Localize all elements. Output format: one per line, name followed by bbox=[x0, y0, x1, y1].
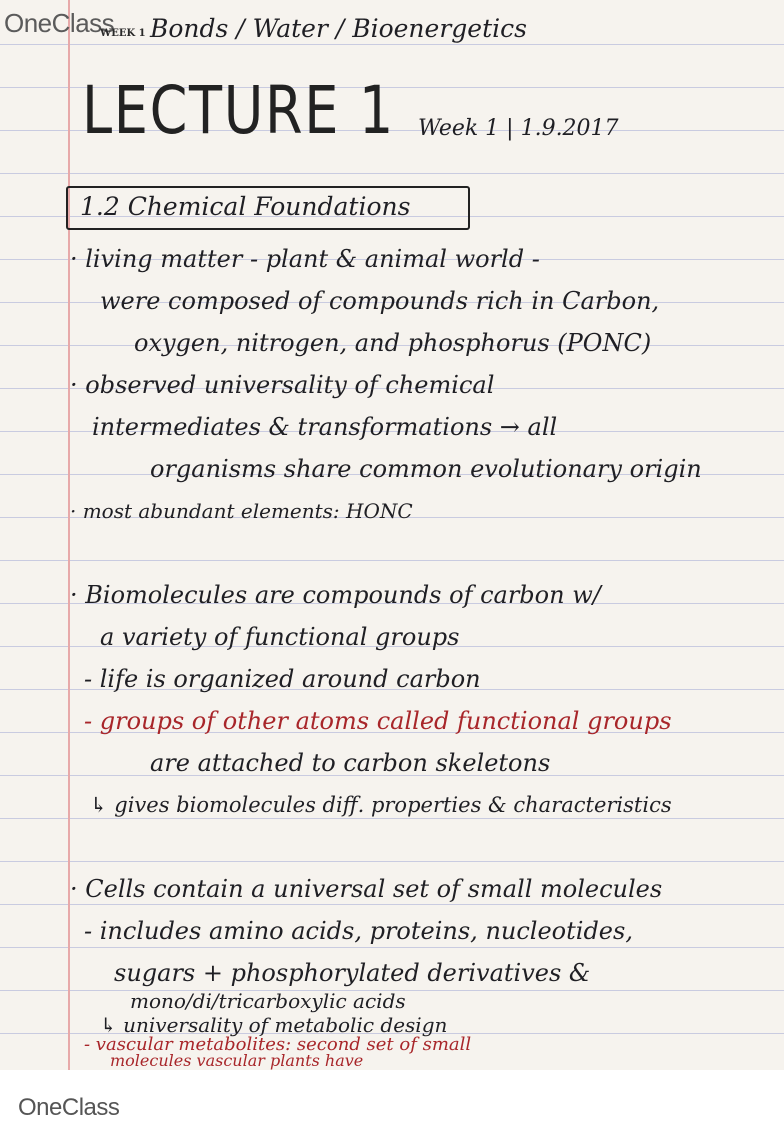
note-line-17: mono/di/tricarboxylic acids bbox=[130, 989, 406, 1013]
note-line-13: ↳ gives biomolecules diff. properties & characteristics bbox=[90, 793, 672, 817]
note-line-5: intermediates & transformations → all bbox=[92, 413, 558, 441]
note-line-7: · most abundant elements: HONC bbox=[70, 499, 413, 523]
note-line-9: a variety of functional groups bbox=[100, 623, 460, 651]
note-line-6: organisms share common evolutionary origin bbox=[150, 455, 702, 483]
lecture-title: LECTURE 1 bbox=[82, 72, 396, 149]
note-line-14: · Cells contain a universal set of small molecules bbox=[70, 875, 663, 903]
note-line-1: · living matter - plant & animal world - bbox=[70, 245, 540, 273]
topic-header: Bonds / Water / Bioenergetics bbox=[150, 14, 527, 43]
note-line-2: were composed of compounds rich in Carbon, bbox=[100, 287, 660, 315]
note-line-3: oxygen, nitrogen, and phosphorus (PONC) bbox=[134, 329, 652, 357]
section-title: 1.2 Chemical Foundations bbox=[80, 192, 411, 221]
week-label: WEEK 1 bbox=[100, 28, 146, 39]
oneclass-footer-logo: OneClass bbox=[18, 1094, 120, 1121]
note-line-18: ↳ universality of metabolic design bbox=[100, 1013, 448, 1037]
note-line-8: · Biomolecules are compounds of carbon w/ bbox=[70, 581, 601, 609]
note-line-15: - includes amino acids, proteins, nucleotides, bbox=[84, 917, 633, 945]
lecture-date: Week 1 | 1.9.2017 bbox=[418, 116, 619, 141]
note-line-10: - life is organized around carbon bbox=[84, 665, 481, 693]
margin-line bbox=[68, 0, 70, 1070]
note-line-19: - vascular metabolites: second set of small bbox=[84, 1034, 472, 1055]
note-line-11: - groups of other atoms called functional groups bbox=[84, 707, 672, 735]
oneclass-logo: OneClass bbox=[4, 8, 115, 38]
note-line-16: sugars + phosphorylated derivatives & bbox=[114, 959, 591, 987]
note-line-20: molecules vascular plants have bbox=[110, 1051, 364, 1070]
note-line-4: · observed universality of chemical bbox=[70, 371, 495, 399]
note-line-12: are attached to carbon skeletons bbox=[150, 749, 551, 777]
